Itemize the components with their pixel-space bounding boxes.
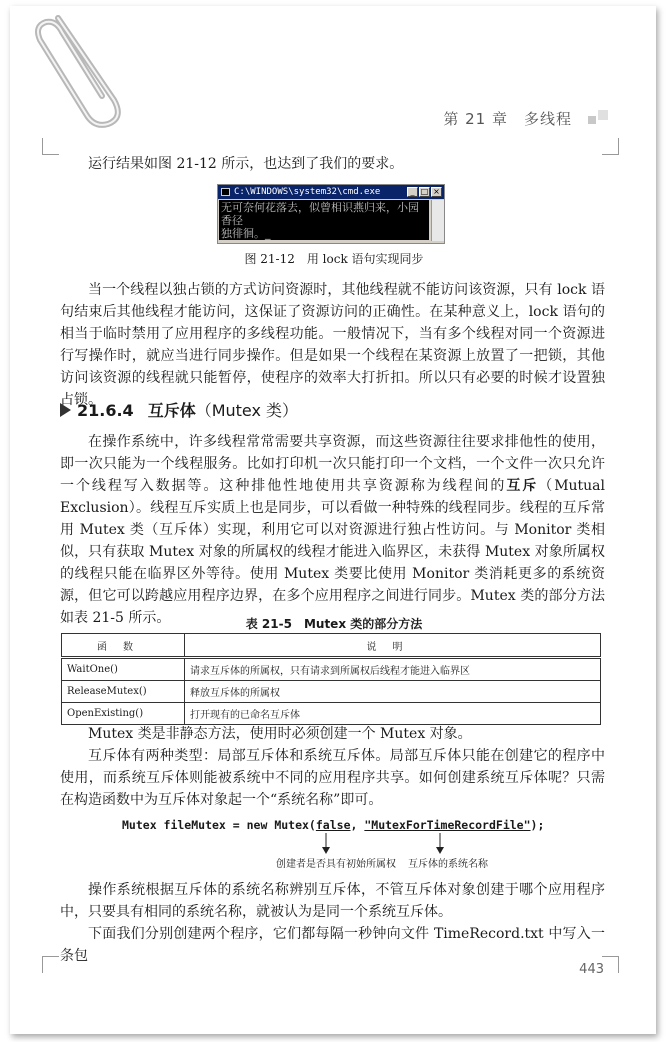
- method-description: 打开现有的已命名互斥体: [185, 703, 601, 725]
- types-paragraph: 互斥体有两种类型：局部互斥体和系统互斥体。局部互斥体只能在创建它的程序中使用，而系统互斥体则能被系统中不同的应用程序共享。如何创建系统互斥体呢？只需在构造函数中为互斥体对象起一个“系统名称”即可。: [60, 748, 605, 808]
- static-paragraph: Mutex 类是非静态方法，使用时必须创建一个 Mutex 对象。: [88, 726, 472, 742]
- table-row: [62, 681, 601, 703]
- table-header-description: 说明: [185, 634, 601, 658]
- annotation-initial-owner: 创建者是否具有初始所属权: [276, 859, 396, 870]
- paperclip-icon: [18, 0, 128, 130]
- console-title-bar: [218, 185, 444, 199]
- os-paragraph: 操作系统根据互斥体的系统名称辨别互斥体，不管互斥体对象创建于哪个应用程序中，只要具有相同的系统名称，就被认为是同一个系统互斥体。: [60, 882, 605, 920]
- table-header-row: [62, 634, 601, 658]
- chapter-header: 第 21 章 多线程: [443, 110, 572, 128]
- mutex-paragraph-text: 在操作系统中，许多线程常常需要共享资源，而这些资源往往要求排他性的使用，即一次只能为一个线程服务。比如打印机一次只能打印一个文档，一个文件一次只允许一个线程写入数据等。这种排他性地使用共享资源称为线程间的: [60, 434, 605, 494]
- code-arg-system-name: "MutexForTimeRecordFile": [364, 818, 531, 832]
- method-description: 请求互斥体的所属权，只有请求到所属权后线程才能进入临界区: [185, 658, 601, 681]
- code-text: ,: [350, 818, 365, 832]
- section-arrow-icon: [60, 403, 71, 417]
- method-name: ReleaseMutex(): [62, 681, 185, 703]
- maximize-button[interactable]: □: [420, 187, 429, 196]
- code-text: Mutex fileMutex = new Mutex(: [122, 818, 316, 832]
- bold-term: 互斥: [506, 478, 539, 494]
- method-name: WaitOne(): [62, 658, 185, 681]
- console-scrollbar[interactable]: [431, 200, 444, 241]
- table-row: [62, 703, 601, 725]
- console-title: C:\WINDOWS\system32\cmd.exe: [234, 187, 381, 197]
- console-output: [219, 200, 429, 240]
- mutex-paragraph: [60, 431, 605, 629]
- code-line: [122, 818, 544, 832]
- console-output-line: 独徘徊。_: [221, 227, 271, 240]
- lock-paragraph: 当一个线程以独占锁的方式访问资源时，其他线程就不能访问该资源，只有 lock 语句结束后其他线程才能访问，这保证了资源访问的正确性。在某种意义上，lock 语句的相当于临时禁用了应用程序的多线程功能。一般情况下，当有多个线程对同一个资源进行写操作时，就应当进行同步操作。但是如果一个线程在某资源上放置了一把锁，其他访问该资源的线程就只能暂停，使程序的效率大打折扣。所以只有必要的时候才设置独占锁。: [60, 282, 605, 408]
- section-subtitle: （Mutex 类）: [195, 401, 299, 420]
- crop-mark-top-left: [42, 138, 59, 155]
- intro-paragraph: 运行结果如图 21-12 所示，也达到了我们的要求。: [88, 156, 404, 172]
- crop-mark-bottom-left: [42, 956, 59, 973]
- console-app-icon: [221, 188, 230, 196]
- console-window: [217, 184, 445, 244]
- header-decoration: [588, 110, 610, 126]
- methods-table: [61, 633, 601, 725]
- section-heading: [60, 398, 298, 421]
- table-row: [62, 658, 601, 681]
- table-header-function: 函数: [62, 634, 185, 658]
- arrow-down-icon: [434, 833, 446, 855]
- minimize-button[interactable]: _: [407, 187, 418, 197]
- close-button[interactable]: ×: [431, 187, 442, 197]
- mutex-paragraph-text: （Mutual Exclusion）。线程互斥实质上也是同步，可以看做一种特殊的线程同步。线程的互斥常用 Mutex 类（互斥体）实现，利用它可以对资源进行独占性访问。与 Monitor 类相似，只有获取 Mutex 对象的所属权的线程才能进入临界区，未获得 Mutex 对象所属权的线程只能在临界区外等待。使用 Mutex 类要比使用 Monitor 类消耗更多的系统资源，但它可以跨越应用程序边界，在多个应用程序之间进行同步。Mutex 类的部分方法如表 21-5 所示。: [60, 478, 606, 626]
- section-title: 互斥体: [147, 401, 196, 420]
- section-number: 21.6.4: [77, 401, 134, 420]
- figure-caption: 图 21-12 用 lock 语句实现同步: [244, 252, 424, 266]
- arrow-down-icon: [320, 833, 332, 855]
- table-caption: 表 21-5 Mutex 类的部分方法: [245, 617, 423, 631]
- code-text: );: [530, 818, 545, 832]
- method-name: OpenExisting(): [62, 703, 185, 725]
- console-output-line: 无可奈何花落去，似曾相识燕归来，小园香径: [221, 201, 419, 227]
- method-description: 释放互斥体的所属权: [185, 681, 601, 703]
- annotation-system-name: 互斥体的系统名称: [408, 859, 488, 870]
- page-number: 443: [579, 962, 604, 977]
- code-arg-initial-owner: false: [315, 818, 351, 832]
- next-paragraph: 下面我们分别创建两个程序，它们都每隔一秒钟向文件 TimeRecord.txt 中写入一条包: [60, 926, 605, 964]
